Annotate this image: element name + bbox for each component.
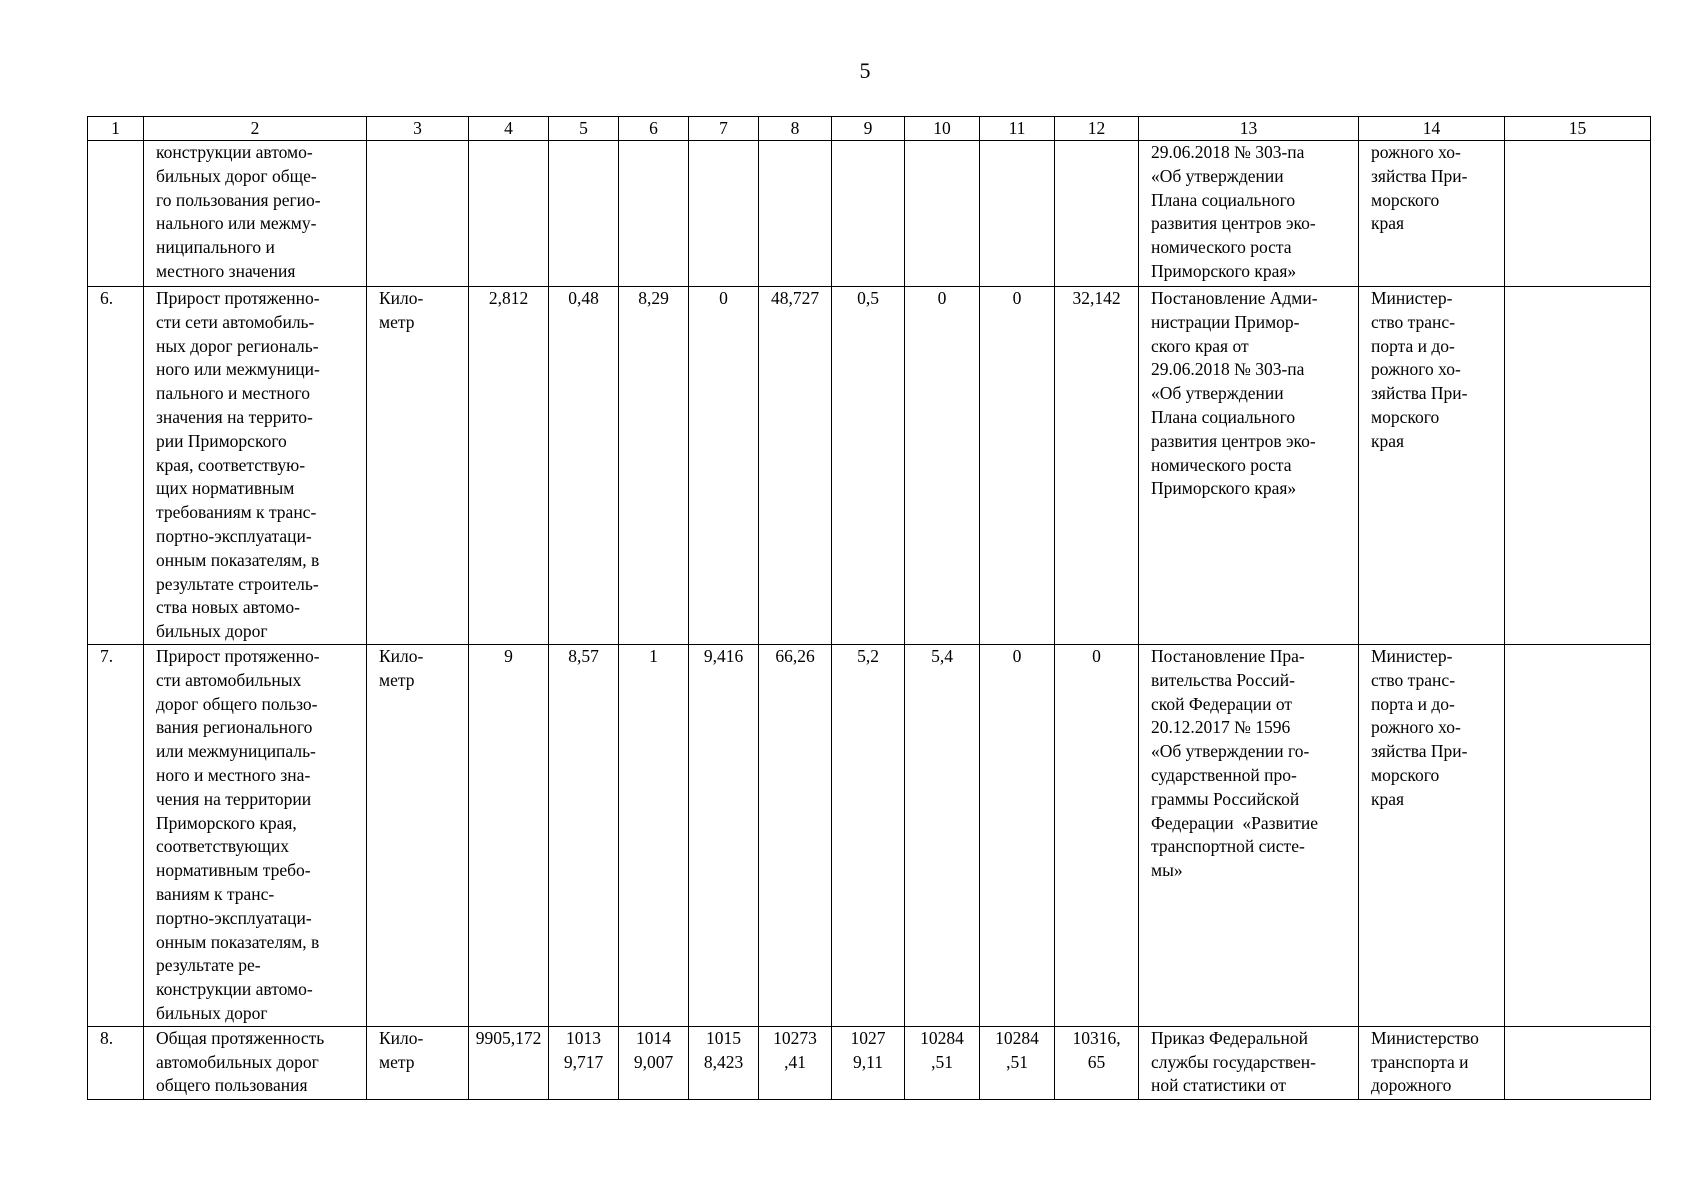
responsible-body: Министер- ство транс- порта и до- рожного хо- зяйства При- морского края: [1359, 287, 1505, 645]
column-number: 13: [1139, 117, 1359, 141]
value-cell: 8,29: [619, 287, 689, 645]
row-number: 8.: [88, 1026, 144, 1099]
value-cell: 1: [619, 645, 689, 1027]
value-cell: 5,4: [905, 645, 980, 1027]
table-row: [88, 141, 1651, 287]
responsible-body: рожного хо- зяйства При- морского края: [1359, 141, 1505, 287]
value-cell: 2,812: [469, 287, 549, 645]
column-number: 8: [759, 117, 832, 141]
indicator-name: конструкции автомо- бильных дорог обще- го пользования регио- нального или межму- ниципального и местного значения: [144, 141, 367, 287]
value-cell: 10273 ,41: [759, 1026, 832, 1099]
value-cell: 10316, 65: [1055, 1026, 1139, 1099]
value-cell: 32,142: [1055, 287, 1139, 645]
value-cell: [1055, 141, 1139, 287]
row-number: 7.: [88, 645, 144, 1027]
value-cell: 9905,172: [469, 1026, 549, 1099]
value-cell: 9: [469, 645, 549, 1027]
value-cell: 0: [905, 287, 980, 645]
notes-cell: [1505, 141, 1651, 287]
value-cell: 0,48: [549, 287, 619, 645]
page-number: 5: [859, 58, 871, 83]
column-number-row: [88, 117, 1651, 141]
responsible-body: Министерство транспорта и дорожного: [1359, 1026, 1505, 1099]
value-cell: 9,416: [689, 645, 759, 1027]
column-number: 5: [549, 117, 619, 141]
legal-basis: Постановление Пра- вительства Россий- ской Федерации от 20.12.2017 № 1596 «Об утверждении го- сударственной про- граммы Российской Федерации «Развитие транспортной систе- мы»: [1139, 645, 1359, 1027]
unit: Кило- метр: [367, 645, 469, 1027]
unit: [367, 141, 469, 287]
value-cell: [980, 141, 1055, 287]
value-cell: 1027 9,11: [832, 1026, 905, 1099]
value-cell: [905, 141, 980, 287]
table-row: [88, 1026, 1651, 1099]
value-cell: 1015 8,423: [689, 1026, 759, 1099]
notes-cell: [1505, 287, 1651, 645]
column-number: 14: [1359, 117, 1505, 141]
legal-basis: 29.06.2018 № 303-па «Об утверждении Плана социального развития центров эко- номического роста Приморского края»: [1139, 141, 1359, 287]
indicator-name: Прирост протяженно- сти сети автомобиль- ных дорог региональ- ного или межмуници- пального и местного значения на террито- рии Приморского края, соответствую- щих нормативным требованиям к транс- портно-эксплуатаци- онным показателям, в результате строитель- ства новых автомо- бильных дорог: [144, 287, 367, 645]
value-cell: 0: [1055, 645, 1139, 1027]
value-cell: 48,727: [759, 287, 832, 645]
column-number: 4: [469, 117, 549, 141]
notes-cell: [1505, 1026, 1651, 1099]
column-number: 10: [905, 117, 980, 141]
column-number: 11: [980, 117, 1055, 141]
value-cell: 0: [980, 645, 1055, 1027]
value-cell: [469, 141, 549, 287]
table-row: [88, 645, 1651, 1027]
row-number: [88, 141, 144, 287]
value-cell: [832, 141, 905, 287]
legal-basis: Постановление Адми- нистрации Примор- ского края от 29.06.2018 № 303-па «Об утверждении Плана социального развития центров эко- номического роста Приморского края»: [1139, 287, 1359, 645]
indicator-name: Общая протяженность автомобильных дорог общего пользования: [144, 1026, 367, 1099]
value-cell: [549, 141, 619, 287]
column-number: 2: [144, 117, 367, 141]
column-number: 3: [367, 117, 469, 141]
indicator-name: Прирост протяженно- сти автомобильных дорог общего пользо- вания регионального или межмуниципаль- ного и местного зна- чения на территории Приморского края, соответствующих нормативным требо- ваниям к транс- портно-эксплуатаци- онным показателям, в результате ре- конструкции автомо- бильных дорог: [144, 645, 367, 1027]
value-cell: 1014 9,007: [619, 1026, 689, 1099]
value-cell: 10284 ,51: [905, 1026, 980, 1099]
unit: Кило- метр: [367, 287, 469, 645]
value-cell: 8,57: [549, 645, 619, 1027]
table-row: [88, 287, 1651, 645]
column-number: 12: [1055, 117, 1139, 141]
value-cell: 10284 ,51: [980, 1026, 1055, 1099]
value-cell: 1013 9,717: [549, 1026, 619, 1099]
legal-basis: Приказ Федеральной службы государствен- ной статистики от: [1139, 1026, 1359, 1099]
row-number: 6.: [88, 287, 144, 645]
indicators-table: [87, 116, 1651, 1100]
value-cell: 0: [980, 287, 1055, 645]
responsible-body: Министер- ство транс- порта и до- рожного хо- зяйства При- морского края: [1359, 645, 1505, 1027]
column-number: 7: [689, 117, 759, 141]
value-cell: 5,2: [832, 645, 905, 1027]
column-number: 1: [88, 117, 144, 141]
value-cell: 66,26: [759, 645, 832, 1027]
column-number: 9: [832, 117, 905, 141]
column-number: 15: [1505, 117, 1651, 141]
column-number: 6: [619, 117, 689, 141]
value-cell: 0: [689, 287, 759, 645]
notes-cell: [1505, 645, 1651, 1027]
value-cell: 0,5: [832, 287, 905, 645]
value-cell: [689, 141, 759, 287]
value-cell: [619, 141, 689, 287]
unit: Кило- метр: [367, 1026, 469, 1099]
value-cell: [759, 141, 832, 287]
